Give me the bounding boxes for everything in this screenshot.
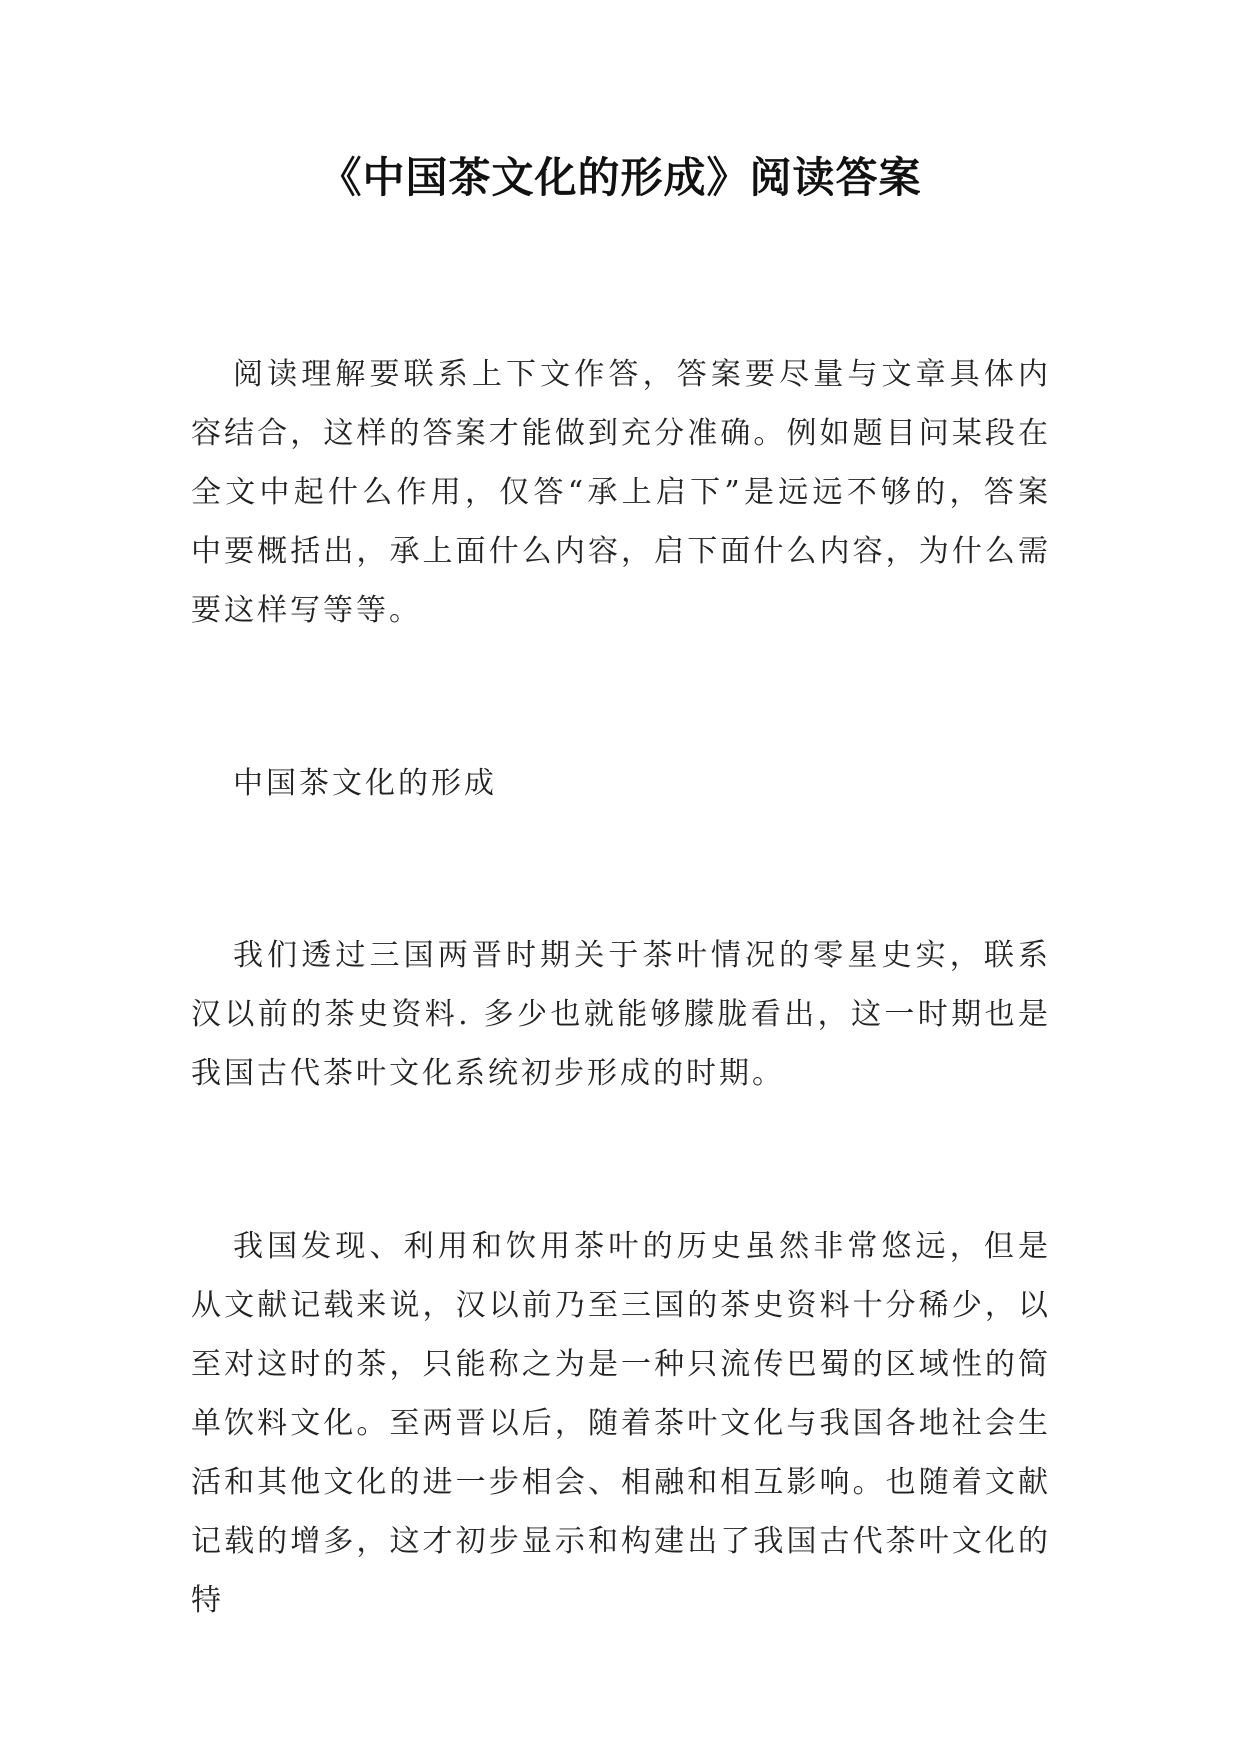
section-heading: 中国茶文化的形成: [233, 766, 497, 801]
body-paragraph: 我国发现、利用和饮用茶叶的历史虽然非常悠远，但是从文献记载来说，汉以前乃至三国的茶史资料十分稀少，以至对这时的茶，只能称之为是一种只流传巴蜀的区域性的简单饮料文化。至两晋以后，随着茶叶文化与我国各地社会生活和其他文化的进一步相会、相融和相互影响。也随着文献记载的增多，这才初步显示和构建出了我国古代茶叶文化的特: [191, 1229, 1051, 1618]
body-paragraph: 我们透过三国两晋时期关于茶叶情况的零星史实，联系汉以前的茶史资料. 多少也就能够朦胧看出，这一时期也是我国古代茶叶文化系统初步形成的时期。: [191, 938, 1051, 1091]
intro-paragraph: 阅读理解要联系上下文作答，答案要尽量与文章具体内容结合，这样的答案才能做到充分准确。例如题目问某段在全文中起什么作用，仅答“承上启下”是远远不够的，答案中要概括出，承上面什么内容，启下面什么内容，为什么需要这样写等等。: [191, 357, 1051, 628]
document-title: 《中国茶文化的形成》阅读答案: [319, 153, 922, 202]
